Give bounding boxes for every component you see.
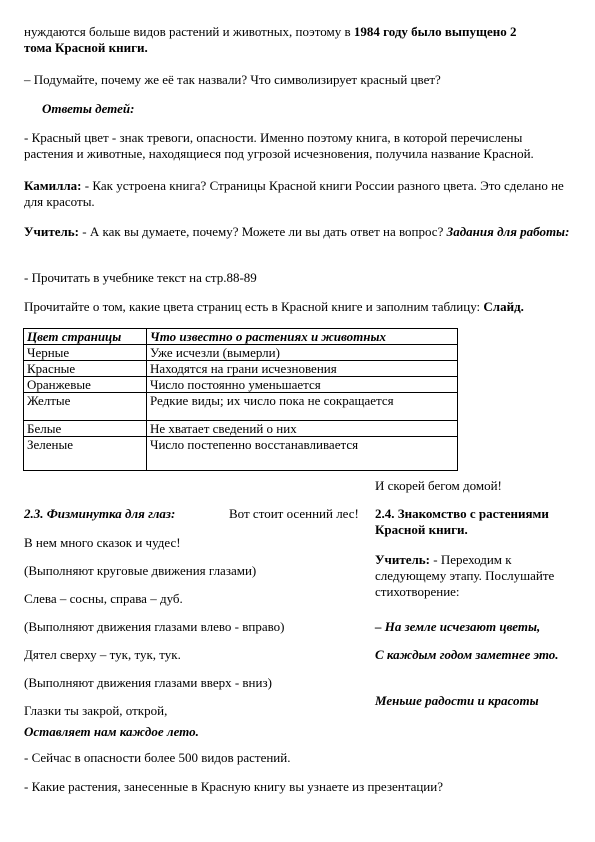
intro-text: нуждаются больше видов растений и животных, поэтому в [24, 24, 354, 39]
table-cell-info: Не хватает сведений о них [147, 421, 458, 437]
intro-bold-2: тома Красной книги. [24, 40, 148, 55]
table-cell-color: Оранжевые [24, 377, 147, 393]
slide-label: Слайд. [483, 299, 524, 314]
teacher-name-2: Учитель: [375, 552, 431, 567]
fizminutka-heading: 2.3. Физминутка для глаз: [24, 506, 176, 521]
table-header-row [24, 329, 458, 345]
teacher-paragraph-2 [375, 552, 575, 600]
answers-heading: Ответы детей: [42, 101, 135, 116]
teacher-paragraph-1 [24, 224, 574, 240]
fizminutka-line: (Выполняют движения глазами влево - вправо) [24, 619, 285, 634]
bottom-line: - Сейчас в опасности более 500 видов растений. [24, 750, 291, 765]
table-header-color: Цвет страницы [24, 329, 147, 345]
table-header-info: Что известно о растениях и животных [147, 329, 458, 345]
question-line: – Подумайте, почему же её так назвали? Что символизирует красный цвет? [24, 72, 441, 87]
table-cell-info: Уже исчезли (вымерли) [147, 345, 458, 361]
poem-line: Меньше радости и красоты [375, 693, 539, 708]
table-cell-color: Желтые [24, 393, 147, 421]
bottom-line: - Какие растения, занесенные в Красную книгу вы узнаете из презентации? [24, 779, 443, 794]
table-cell-color: Белые [24, 421, 147, 437]
teacher-text-1: - А как вы думаете, почему? Можете ли вы дать ответ на вопрос? [79, 224, 447, 239]
table-cell-color: Черные [24, 345, 147, 361]
table-row [24, 421, 458, 437]
kamilla-text: - Как устроена книга? Страницы Красной книги России разного цвета. Это сделано не для красоты. [24, 178, 564, 209]
intro-bold-1: 1984 году было выпущено 2 [353, 24, 517, 39]
fizminutka-line: Дятел сверху – тук, тук, тук. [24, 647, 181, 662]
table-row [24, 361, 458, 377]
table-row [24, 437, 458, 471]
fizminutka-last-line: Оставляет нам каждое лето. [24, 724, 199, 739]
read-task-line: - Прочитать в учебнике текст на стр.88-89 [24, 270, 257, 285]
fizminutka-line: В нем много сказок и чудес! [24, 535, 181, 550]
poem-line: С каждым годом заметнее это. [375, 647, 559, 662]
table-cell-color: Красные [24, 361, 147, 377]
fizminutka-first-line: Вот стоит осенний лес! [229, 506, 359, 521]
fizminutka-line: Слева – сосны, справа – дуб. [24, 591, 183, 606]
table-row [24, 377, 458, 393]
kamilla-name: Камилла: [24, 178, 82, 193]
table-row [24, 393, 458, 421]
teacher-task-1: Задания для работы: [446, 224, 570, 239]
answer-paragraph: - Красный цвет - знак тревоги, опасности. Именно поэтому книга, в которой перечислены растения и животные, находящиеся под угрозой исчезновения, получила название Красной. [24, 130, 534, 161]
table-intro-text: Прочитайте о том, какие цвета страниц есть в Красной книге и заполним таблицу: [24, 299, 484, 314]
table-row [24, 345, 458, 361]
table-cell-info: Число постепенно восстанавливается [147, 437, 458, 471]
teacher-name-1: Учитель: [24, 224, 80, 239]
table-cell-info: Находятся на грани исчезновения [147, 361, 458, 377]
table-intro-line [24, 299, 574, 315]
poem-line: – На земле исчезают цветы, [375, 619, 541, 634]
table-cell-info: Число постоянно уменьшается [147, 377, 458, 393]
fizminutka-line: (Выполняют круговые движения глазами) [24, 563, 257, 578]
section-2-4-heading: 2.4. Знакомство с растениями Красной книги. [375, 506, 549, 537]
fizminutka-line: Глазки ты закрой, открой, [24, 703, 168, 718]
kamilla-paragraph [24, 178, 574, 210]
table-cell-info: Редкие виды; их число пока не сокращается [147, 393, 458, 421]
fizminutka-line: (Выполняют движения глазами вверх - вниз) [24, 675, 272, 690]
teacher-text-2: - Переходим к следующему этапу. Послушайте стихотворение: [375, 552, 555, 599]
intro-paragraph [24, 24, 574, 56]
red-book-colors-table [23, 328, 458, 471]
right-top-line: И скорей бегом домой! [375, 478, 502, 493]
table-cell-color: Зеленые [24, 437, 147, 471]
